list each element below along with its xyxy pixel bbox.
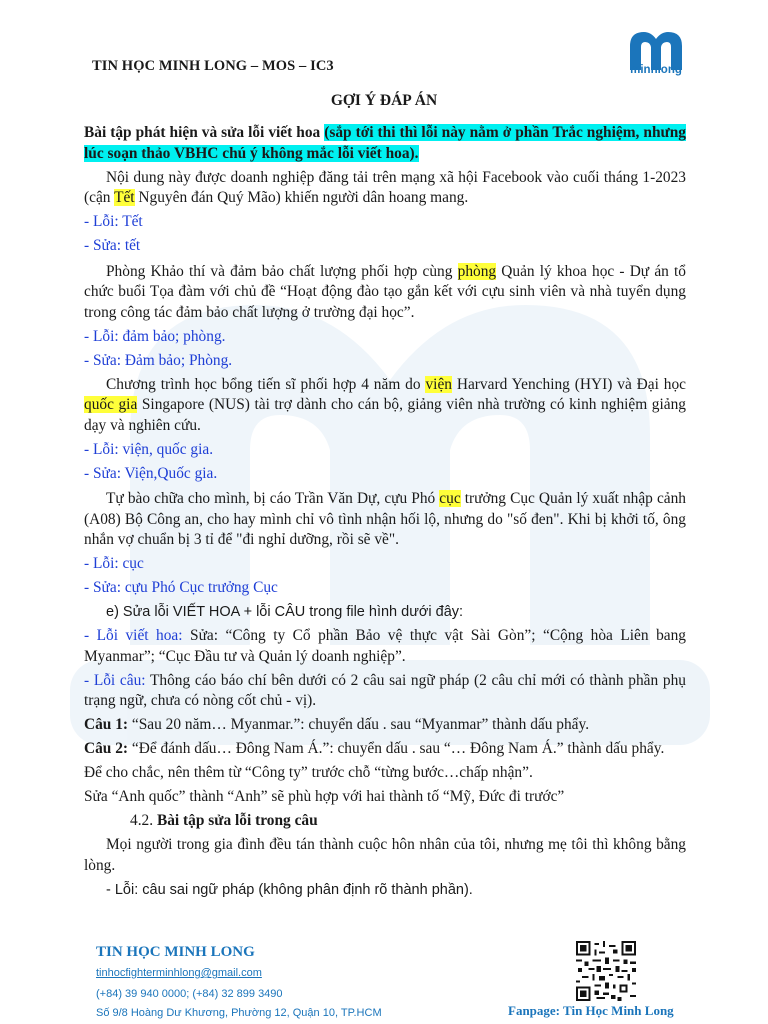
example-1-fix: - Sửa: tết: [84, 237, 141, 254]
example-3-fix: - Sửa: Viện,Quốc gia.: [84, 464, 218, 482]
example-2-error: - Lỗi: đảm bảo; phòng.: [84, 327, 226, 345]
footer-fanpage: Fanpage: Tin Học Minh Long: [508, 1003, 674, 1018]
intro-paragraph: Bài tập phát hiện và sửa lỗi viết hoa (sắp tới thi thì lỗi này nằm ở phần Trắc nghiệm, nhưng lúc soạn thảo VBHC chú ý không mắc lỗi viết hoa).: [84, 124, 686, 162]
footer-address: Số 9/8 Hoàng Dư Khương, Phường 12, Quận 10, TP.HCM: [96, 1007, 382, 1019]
example-3-error: - Lỗi: viện, quốc gia.: [84, 440, 214, 458]
note-2: Sửa “Anh quốc” thành “Anh” sẽ phù hợp với hai thành tố “Mỹ, Đức đi trước”: [84, 788, 565, 805]
header-title: TIN HỌC MINH LONG – MOS – IC3: [92, 58, 334, 74]
example-4-fix: - Sửa: cựu Phó Cục trưởng Cục: [84, 579, 278, 596]
section-e-heading: e) Sửa lỗi VIẾT HOA + lỗi CÂU trong file hình dưới đây:: [106, 604, 464, 620]
note-1: Để cho chắc, nên thêm từ “Công ty” trước chỗ “từng bước…chấp nhận”.: [84, 764, 533, 781]
example-1-text: Nội dung này được doanh nghiệp đăng tải trên mạng xã hội Facebook vào cuối tháng 1-2023 (cận Tết Nguyên đán Quý Mão) khiến người dân hoang mang.: [84, 168, 686, 206]
example-2-text: Phòng Khảo thí và đảm bảo chất lượng phối hợp cùng phòng Quản lý khoa học - Dự án tổ chức buổi Tọa đàm với chủ đề “Hoạt động đào tạo gắn kết với cựu sinh viên và nhà tuyển dụng trong công tác đảm bảo chất lượng ở trường đại học”.: [84, 262, 686, 321]
sentence-error-paragraph: - Lỗi câu: Thông cáo báo chí bên dưới có 2 câu sai ngữ pháp (2 câu chỉ mới có thành phần phụ trạng ngữ, chưa có nòng cốt chủ - vị).: [84, 671, 687, 709]
sentence-2-fix: Câu 2: “Để đánh dấu… Đông Nam Á.”: chuyển dấu . sau “… Đông Nam Á.” thành dấu phẩy.: [84, 740, 665, 757]
logo-wordmark: minhlong: [630, 64, 682, 76]
footer-company-name: TIN HỌC MINH LONG: [96, 944, 255, 960]
example-4-text: Tự bào chữa cho mình, bị cáo Trần Văn Dự, cựu Phó cục trưởng Cục Quản lý xuất nhập cảnh (A08) Bộ Công an, cho hay mình chỉ vô tình nhận hối lộ, nhưng do "số đen". Khi bị khởi tố, ông nhắn vợ chuẩn bị 3 tỉ để "đi nghỉ dưỡng, rồi sẽ về".: [84, 490, 687, 548]
qr-code-icon: [576, 941, 636, 1001]
example-3-text: Chương trình học bổng tiến sĩ phối hợp 4 năm do viện Harvard Yenching (HYI) và Đại học quốc gia Singapore (NUS) tài trợ dành cho cán bộ, giảng viên nhà trường có kinh nghiệm giảng dạy và nghiên cứu.: [84, 375, 686, 434]
section-4-2-heading: 4.2. Bài tập sửa lỗi trong câu: [130, 812, 318, 829]
section-4-2-error: - Lỗi: câu sai ngữ pháp (không phân định rõ thành phần).: [106, 881, 473, 898]
document-title: GỢI Ý ĐÁP ÁN: [330, 92, 438, 109]
example-2-fix: - Sửa: Đảm bảo; Phòng.: [84, 351, 233, 369]
example-1-error: - Lỗi: Tết: [84, 213, 143, 230]
footer-phone: (+84) 39 940 0000; (+84) 32 899 3490: [96, 988, 283, 1000]
example-4-error: - Lỗi: cục: [84, 555, 144, 572]
document-body: [84, 123, 686, 904]
caps-error-paragraph: - Lỗi viết hoa: Sửa: “Công ty Cổ phần Bảo vệ thực vật Sài Gòn”; “Cộng hòa Liên bang Myanmar”; “Cục Đầu tư và Quản lý doanh nghiệp”.: [84, 627, 686, 665]
sentence-1-fix: Câu 1: “Sau 20 năm… Myanmar.”: chuyển dấu . sau “Myanmar” thành dấu phẩy.: [84, 716, 590, 733]
section-4-2-paragraph: Mọi người trong gia đình đều tán thành cuộc hôn nhân của tôi, nhưng mẹ tôi thì không bằng lòng.: [84, 836, 686, 874]
footer-email-link[interactable]: tinhocfighterminhlong@gmail.com: [96, 967, 262, 979]
